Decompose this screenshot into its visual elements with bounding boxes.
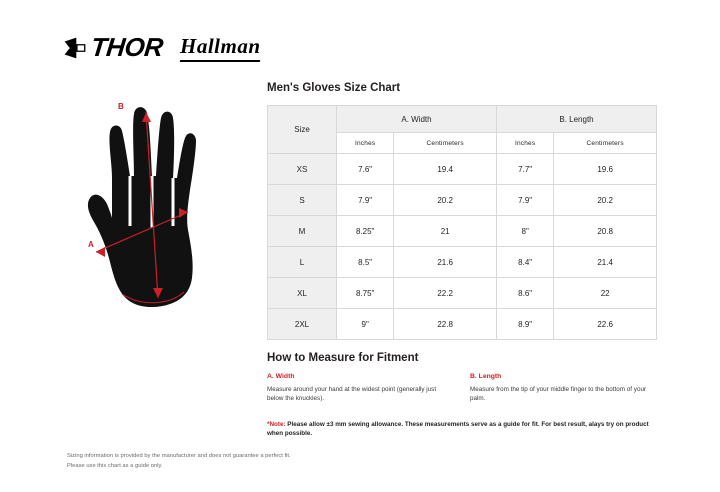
cell-length-cm: 21.4: [554, 247, 657, 278]
glove-hand-diagram: [60, 86, 250, 326]
cell-width-cm: 22.2: [394, 278, 497, 309]
table-row: [268, 247, 657, 278]
cell-length-inches: 8.6": [496, 278, 553, 309]
size-chart-table: [267, 105, 657, 340]
measure-width-heading: A. Width: [267, 373, 295, 380]
column-header-length-centimeters: Centimeters: [554, 133, 657, 154]
cell-width-inches: 8.5": [337, 247, 394, 278]
cell-width-inches: 8.75": [337, 278, 394, 309]
howto-title: How to Measure for Fitment: [267, 352, 419, 364]
cell-width-inches: 8.25": [337, 216, 394, 247]
cell-size: XS: [268, 154, 337, 185]
measure-width-block: [267, 372, 452, 403]
column-header-width-inches: Inches: [337, 133, 394, 154]
column-header-width: A. Width: [337, 106, 497, 133]
cell-width-cm: 22.8: [394, 309, 497, 340]
note-label: *Note:: [267, 421, 286, 428]
cell-length-cm: 20.2: [554, 185, 657, 216]
measure-length-heading: B. Length: [470, 373, 502, 380]
measure-length-text: Measure from the tip of your middle finger to the bottom of your palm.: [470, 385, 647, 402]
footer-line-1: Sizing information is provided by the manufacturer and does not guarantee a perfect fit.: [67, 453, 291, 459]
cell-length-inches: 7.7": [496, 154, 553, 185]
column-header-width-centimeters: Centimeters: [394, 133, 497, 154]
cell-size: XL: [268, 278, 337, 309]
diagram-label-b: B: [118, 102, 124, 111]
diagram-label-a: A: [88, 240, 94, 249]
column-header-size: Size: [268, 106, 337, 154]
cell-width-inches: 7.6": [337, 154, 394, 185]
table-row: [268, 309, 657, 340]
cell-length-inches: 7.9": [496, 185, 553, 216]
cell-length-inches: 8": [496, 216, 553, 247]
table-row: [268, 185, 657, 216]
cell-length-cm: 22.6: [554, 309, 657, 340]
note-text: Please allow ±3 mm sewing allowance. These measurements serve as a guide for fit. For best result, alays try on product when possible.: [267, 421, 649, 438]
hallman-underline: [180, 60, 261, 62]
measure-width-text: Measure around your hand at the widest point (generally just below the knuckles).: [267, 385, 437, 402]
cell-width-inches: 7.9": [337, 185, 394, 216]
cell-length-inches: 8.9": [496, 309, 553, 340]
cell-length-cm: 19.6: [554, 154, 657, 185]
cell-width-cm: 21: [394, 216, 497, 247]
column-header-length-inches: Inches: [496, 133, 553, 154]
cell-width-cm: 20.2: [394, 185, 497, 216]
cell-size: M: [268, 216, 337, 247]
hallman-wordmark: Hallman: [180, 34, 261, 58]
cell-length-inches: 8.4": [496, 247, 553, 278]
table-row: [268, 216, 657, 247]
cell-size: S: [268, 185, 337, 216]
measure-length-block: [470, 372, 655, 403]
thor-logo: [62, 32, 163, 63]
footer-disclaimer: [67, 452, 367, 472]
note-block: [267, 420, 657, 439]
thor-wordmark: THOR: [89, 32, 165, 62]
page-title: Men's Gloves Size Chart: [267, 82, 401, 94]
cell-size: L: [268, 247, 337, 278]
cell-width-inches: 9": [337, 309, 394, 340]
cell-width-cm: 19.4: [394, 154, 497, 185]
cell-size: 2XL: [268, 309, 337, 340]
cell-width-cm: 21.6: [394, 247, 497, 278]
table-header-row-groups: [268, 106, 657, 133]
thor-hammer-icon: [62, 35, 88, 61]
hallman-logo: [180, 34, 261, 62]
footer-line-2: Please use this chart as a guide only.: [67, 462, 163, 469]
table-row: [268, 278, 657, 309]
column-header-length: B. Length: [496, 106, 656, 133]
brand-header: [62, 28, 292, 70]
cell-length-cm: 20.8: [554, 216, 657, 247]
cell-length-cm: 22: [554, 278, 657, 309]
table-row: [268, 154, 657, 185]
glove-silhouette-icon: [60, 86, 250, 326]
